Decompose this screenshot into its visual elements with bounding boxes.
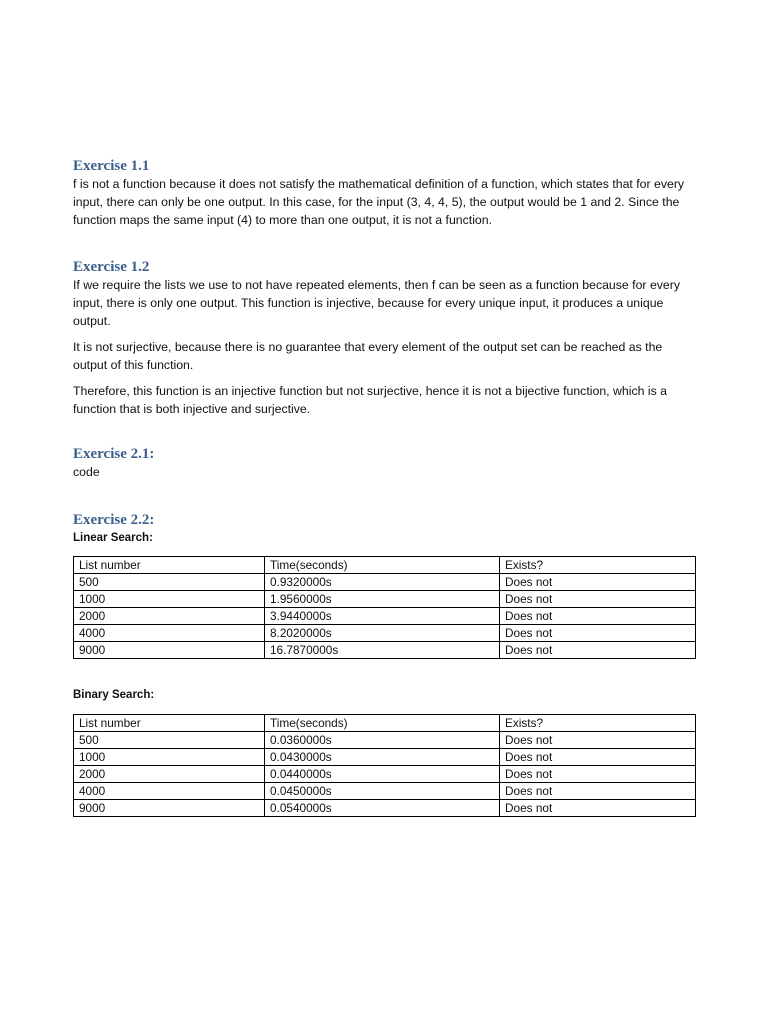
table-cell: 0.0440000s [265,766,500,783]
paragraph: Therefore, this function is an injective function but not surjective, hence it is not a bijective function, which is a function that is both injective and surjective. [73,384,667,416]
table-cell: 9000 [74,800,265,817]
table-cell: 0.0430000s [265,749,500,766]
table-row [74,574,696,591]
section-heading: Exercise 2.2: [73,512,155,528]
table-cell: 500 [74,732,265,749]
table-cell: 9000 [74,642,265,659]
linear-search-table [73,556,696,659]
table-row [74,732,696,749]
table-header-row [74,715,696,732]
header-cell: List number [74,557,265,574]
section-heading: Exercise 1.1 [73,158,150,174]
section-exercise-2-1 [73,445,695,481]
table-row [74,766,696,783]
table-cell: Does not [500,642,696,659]
table-cell: Does not [500,749,696,766]
table-row [74,800,696,817]
table-row [74,783,696,800]
table-cell: 0.0540000s [265,800,500,817]
table-cell: 4000 [74,783,265,800]
table-cell: 4000 [74,625,265,642]
section-heading: Exercise 1.2 [73,259,150,275]
binary-search-table [73,714,696,817]
section-exercise-2-2 [73,511,695,817]
table-cell: Does not [500,608,696,625]
header-cell: Time(seconds) [265,557,500,574]
table-cell: Does not [500,800,696,817]
table-cell: 0.0450000s [265,783,500,800]
header-cell: Exists? [500,557,696,574]
table-row [74,642,696,659]
table-row [74,608,696,625]
table-cell: 2000 [74,766,265,783]
table-row [74,749,696,766]
table-header-row [74,557,696,574]
table-cell: 1.9560000s [265,591,500,608]
paragraph: If we require the lists we use to not have repeated elements, then f can be seen as a function because for every input, there is only one output. This function is injective, because for every unique input, it produces a unique output. [73,278,681,328]
section-exercise-1-1 [73,150,695,229]
table-cell: 16.7870000s [265,642,500,659]
linear-search-label: Linear Search: [73,532,153,544]
binary-search-label: Binary Search: [73,689,155,701]
paragraph: It is not surjective, because there is no guarantee that every element of the output set can be reached as the output of this function. [73,340,663,372]
paragraph: f is not a function because it does not satisfy the mathematical definition of a function, which states that for every input, there can only be one output. In this case, for the input (3, 4, 4, 5), the output would be 1 and 2. Since the function maps the same input (4) to more than one output, it is not a function. [73,177,685,227]
table-row [74,591,696,608]
table-cell: 0.0360000s [265,732,500,749]
table-cell: Does not [500,732,696,749]
table-cell: Does not [500,591,696,608]
header-cell: Time(seconds) [265,715,500,732]
table-cell: Does not [500,766,696,783]
table-cell: Does not [500,783,696,800]
paragraph: code [73,465,100,479]
table-cell: 1000 [74,591,265,608]
table-cell: 500 [74,574,265,591]
table-cell: 3.9440000s [265,608,500,625]
section-heading: Exercise 2.1: [73,446,155,462]
table-cell: 8.2020000s [265,625,500,642]
table-cell: 0.9320000s [265,574,500,591]
document-page [73,150,695,817]
table-cell: 1000 [74,749,265,766]
table-cell: 2000 [74,608,265,625]
header-cell: Exists? [500,715,696,732]
table-cell: Does not [500,574,696,591]
section-exercise-1-2 [73,258,695,418]
table-row [74,625,696,642]
table-cell: Does not [500,625,696,642]
header-cell: List number [74,715,265,732]
